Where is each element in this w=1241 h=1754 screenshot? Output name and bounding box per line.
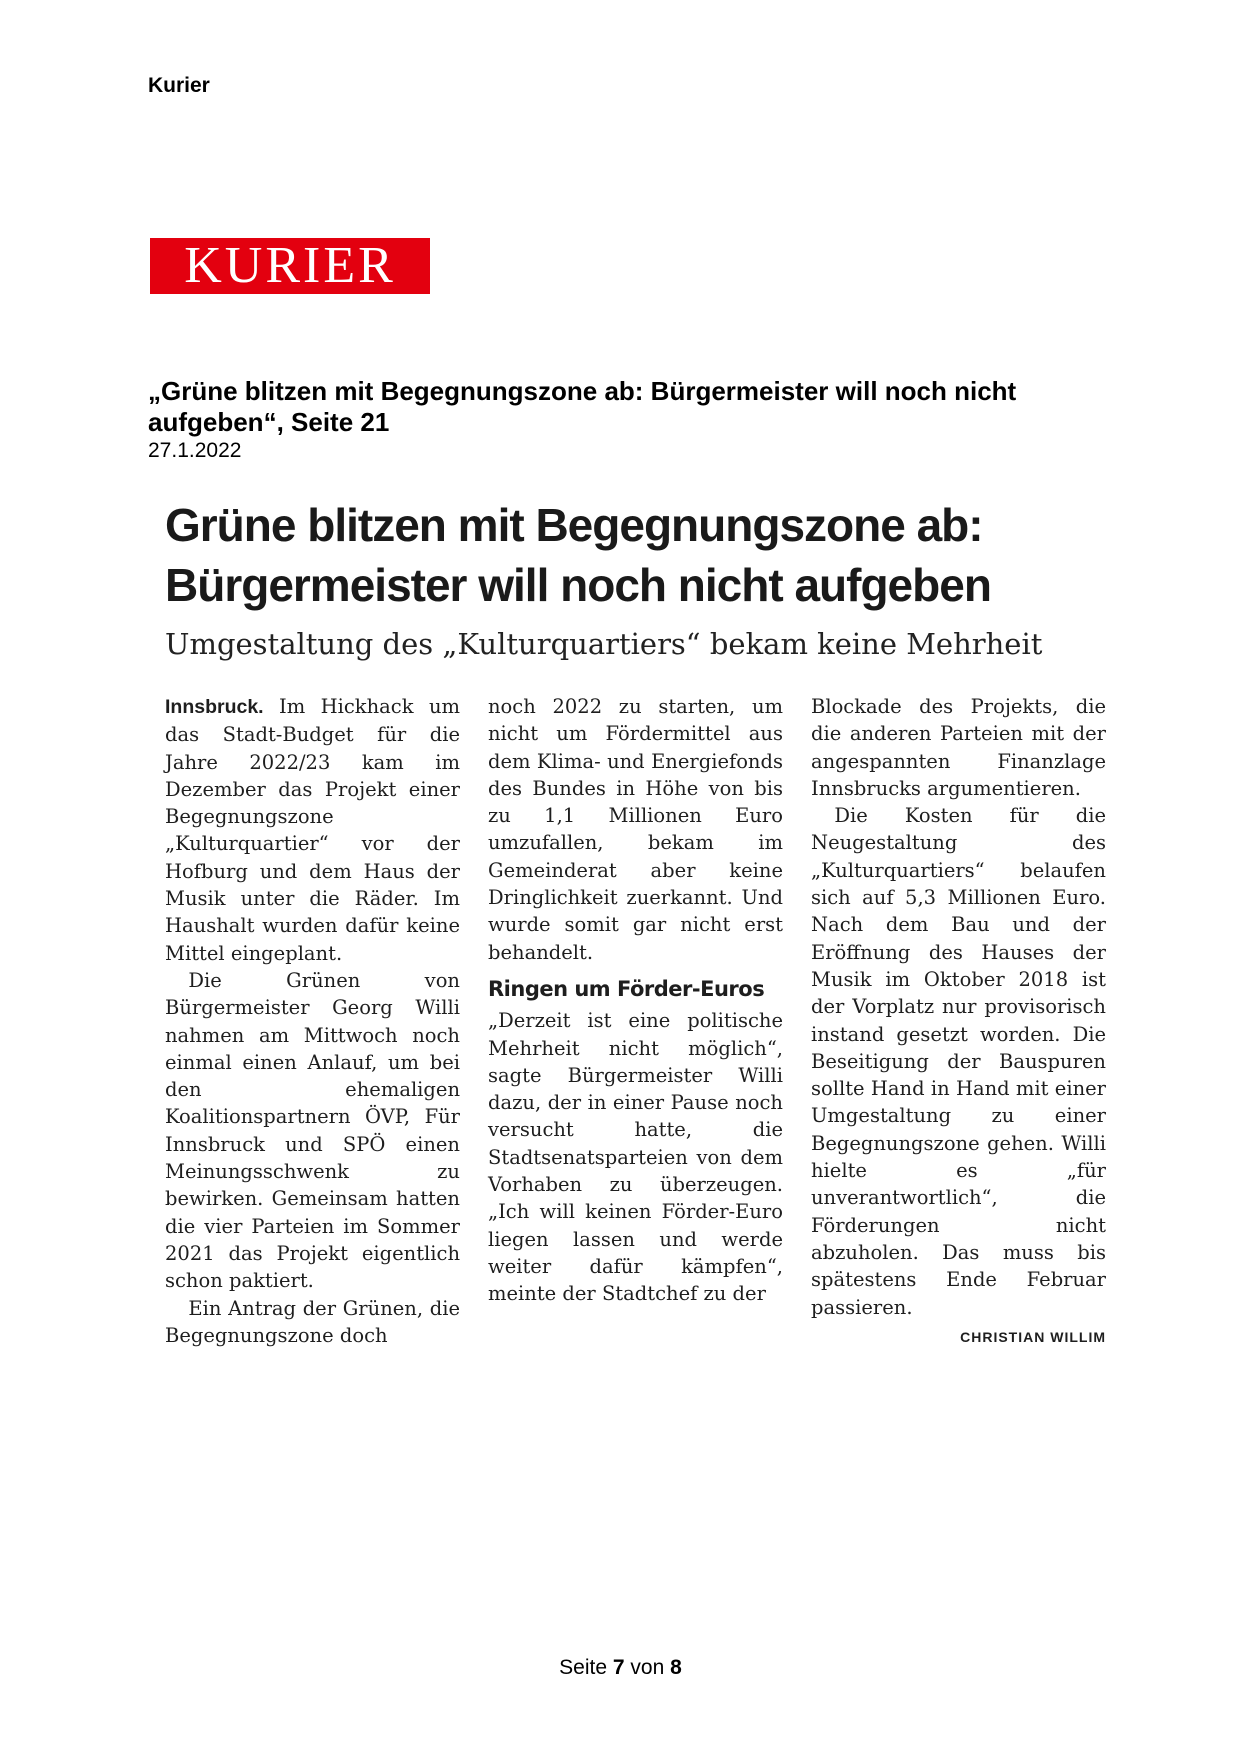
article-text: Im Hickhack um das Stadt-Budget für die Jahre 2022/23 kam im Dezember das Projekt einer Begegnungszone „Kulturquartier“ vor der Hofburg und dem Haus der Musik unter die Räder. Im Haushalt wurden dafür keine Mittel eingeplant. (165, 695, 460, 965)
article-paragraph: noch 2022 zu starten, um nicht um Fördermittel aus dem Klima- und Energiefonds des Bundes in Höhe von bis zu 1,1 Millionen Euro umzufallen, bekam im Gemeinderat aber keine Dringlichkeit zuerkannt. Und wurde somit gar nicht erst behandelt. (488, 695, 783, 964)
article-subheadline: Umgestaltung des „Kulturquartiers“ bekam keine Mehrheit (165, 627, 1043, 661)
article-column-1 (165, 693, 460, 1351)
article-paragraph: „Derzeit ist eine politische Mehrheit nicht möglich“, sagte Bürgermeister Willi dazu, der in einer Pause noch versucht hatte, die Stadtsenatsparteien von dem Vorhaben zu überzeugen. „Ich will keinen Förder-Euro liegen lassen und werde weiter dafür kämpfen“, meinte der Stadtchef zu der (488, 1009, 783, 1306)
kurier-logo: KURIER (150, 238, 430, 294)
current-page: 7 (612, 1656, 625, 1679)
page-number (0, 1656, 1241, 1680)
document-date: 27.1.2022 (148, 439, 242, 462)
article-paragraph: Ein Antrag der Grünen, die Begegnungszone doch (165, 1296, 460, 1347)
article-column-3 (811, 693, 1106, 1351)
article-paragraph (165, 693, 460, 967)
article-paragraph: Die Kosten für die Neugestaltung des „Kulturquartiers“ belaufen sich auf 5,3 Millionen Euro. Nach dem Bau und der Eröffnung des Hauses der Musik im Oktober 2018 ist der Vorplatz nur provisorisch instand gesetzt worden. Die Beseitigung der Bauspuren sollte Hand in Hand mit einer Umgestaltung zu einer Begegnungszone gehen. Willi hielte es „für unverantwortlich“, die Förderungen nicht abzuholen. Das muss bis spätestens Ende Februar passieren. (811, 804, 1106, 1319)
page-separator: von (630, 1656, 665, 1679)
article-column-2 (488, 693, 783, 1351)
article-subheading: Ringen um Förder-Euros (488, 976, 765, 1001)
document-title: „Grüne blitzen mit Begegnungszone ab: Bürgermeister will noch nicht aufgeben“, Seite 21 (148, 376, 1017, 437)
source-label: Kurier (148, 74, 210, 97)
total-pages: 8 (670, 1656, 682, 1679)
article-headline: Grüne blitzen mit Begegnungszone ab: Bürgermeister will noch nicht aufgeben (165, 499, 991, 611)
article-clipping (165, 495, 1110, 1351)
article-dateline: Innsbruck. (165, 696, 264, 718)
article-author: CHRISTIAN WILLIM (960, 1328, 1106, 1345)
article-paragraph: Blockade des Projekts, die die anderen Parteien mit der angespannten Finanzlage Innsbrucks argumentieren. (811, 695, 1106, 800)
article-columns (165, 693, 1110, 1351)
article-paragraph: Die Grünen von Bürgermeister Georg Willi nahmen am Mittwoch noch einmal einen Anlauf, um bei den ehemaligen Koalitionspartnern ÖVP, Für Innsbruck und SPÖ einen Meinungsschwenk zu bewirken. Gemeinsam hatten die vier Parteien im Sommer 2021 das Projekt eigentlich schon paktiert. (165, 968, 460, 1293)
page-label: Seite (559, 1656, 608, 1679)
